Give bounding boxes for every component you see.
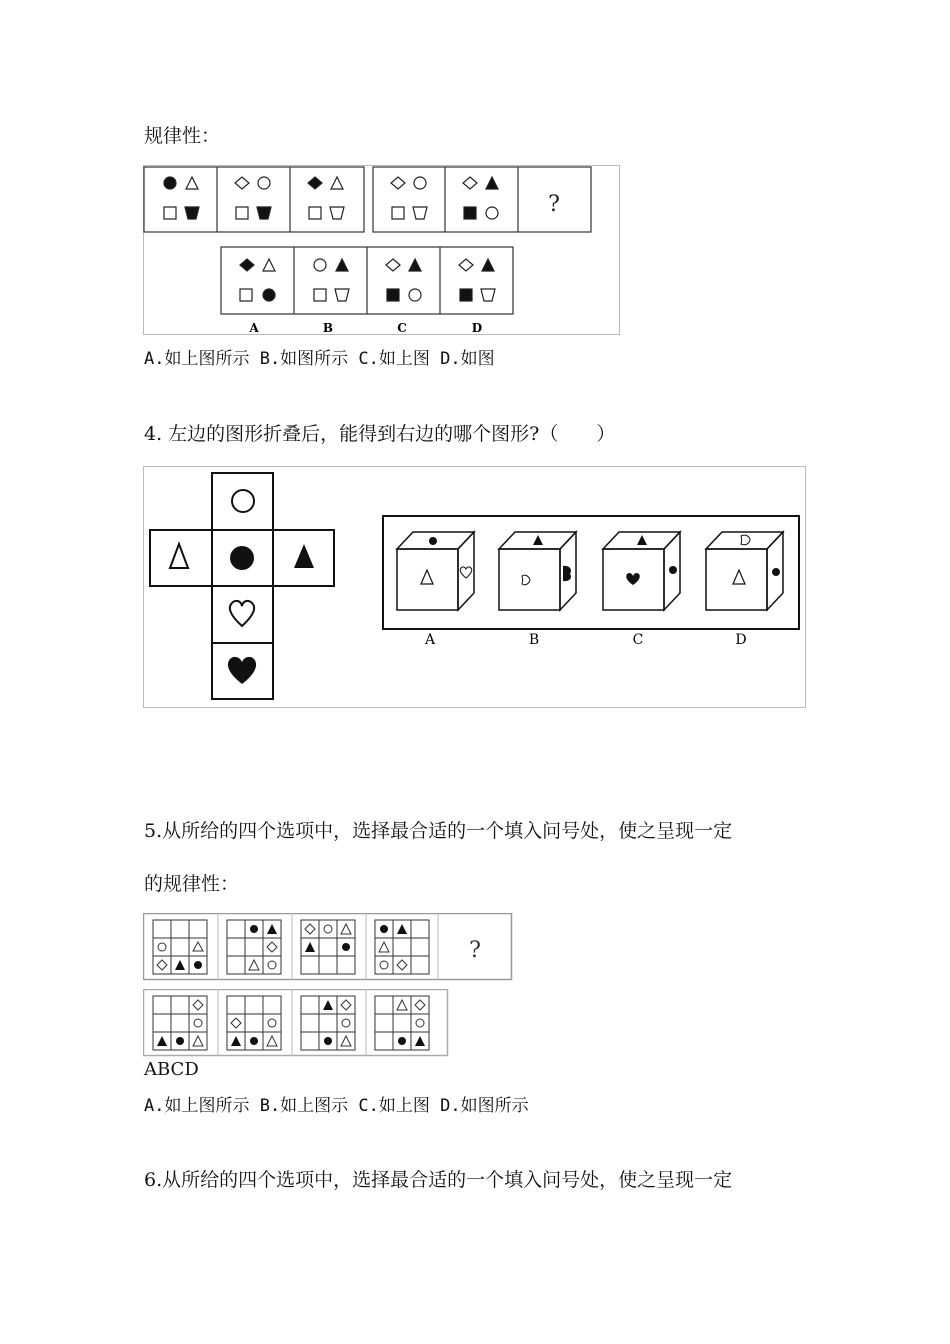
q3-question-mark: ? xyxy=(548,192,560,217)
q6-question-line1: 6.从所给的四个选项中，选择最合适的一个填入问号处，使之呈现一定 xyxy=(144,1169,733,1191)
q5-question-mark: ? xyxy=(469,938,481,963)
q5-abcd-label: ABCD xyxy=(144,1059,199,1080)
q3-figure xyxy=(143,165,621,336)
q5-question-grids xyxy=(143,913,513,981)
q3-option-letter-a: A xyxy=(249,321,259,335)
q4-option-letter-c: C xyxy=(632,632,644,648)
q5-question-line1: 5.从所给的四个选项中，选择最合适的一个填入问号处，使之呈现一定 xyxy=(144,820,733,842)
q5-option-grids xyxy=(143,989,449,1057)
q4-option-letter-d: D xyxy=(735,632,747,648)
q4-option-letter-a: A xyxy=(424,632,436,648)
q4-option-letter-b: B xyxy=(528,632,540,648)
q4-question: 4. 左边的图形折叠后，能得到右边的哪个图形?（ ） xyxy=(144,423,616,445)
q3-option-letter-b: B xyxy=(322,321,334,335)
q3-intro-tail: 规律性： xyxy=(144,125,221,147)
q3-options-line: A.如上图所示 B.如图所示 C.如上图 D.如图 xyxy=(144,349,495,369)
q5-options-line: A.如上图所示 B.如上图示 C.如上图 D.如图所示 xyxy=(144,1096,529,1116)
q3-option-letter-c: C xyxy=(397,321,407,335)
q5-question-line2: 的规律性： xyxy=(144,873,240,895)
q3-option-letter-d: D xyxy=(471,321,483,335)
q4-figure xyxy=(143,466,807,709)
